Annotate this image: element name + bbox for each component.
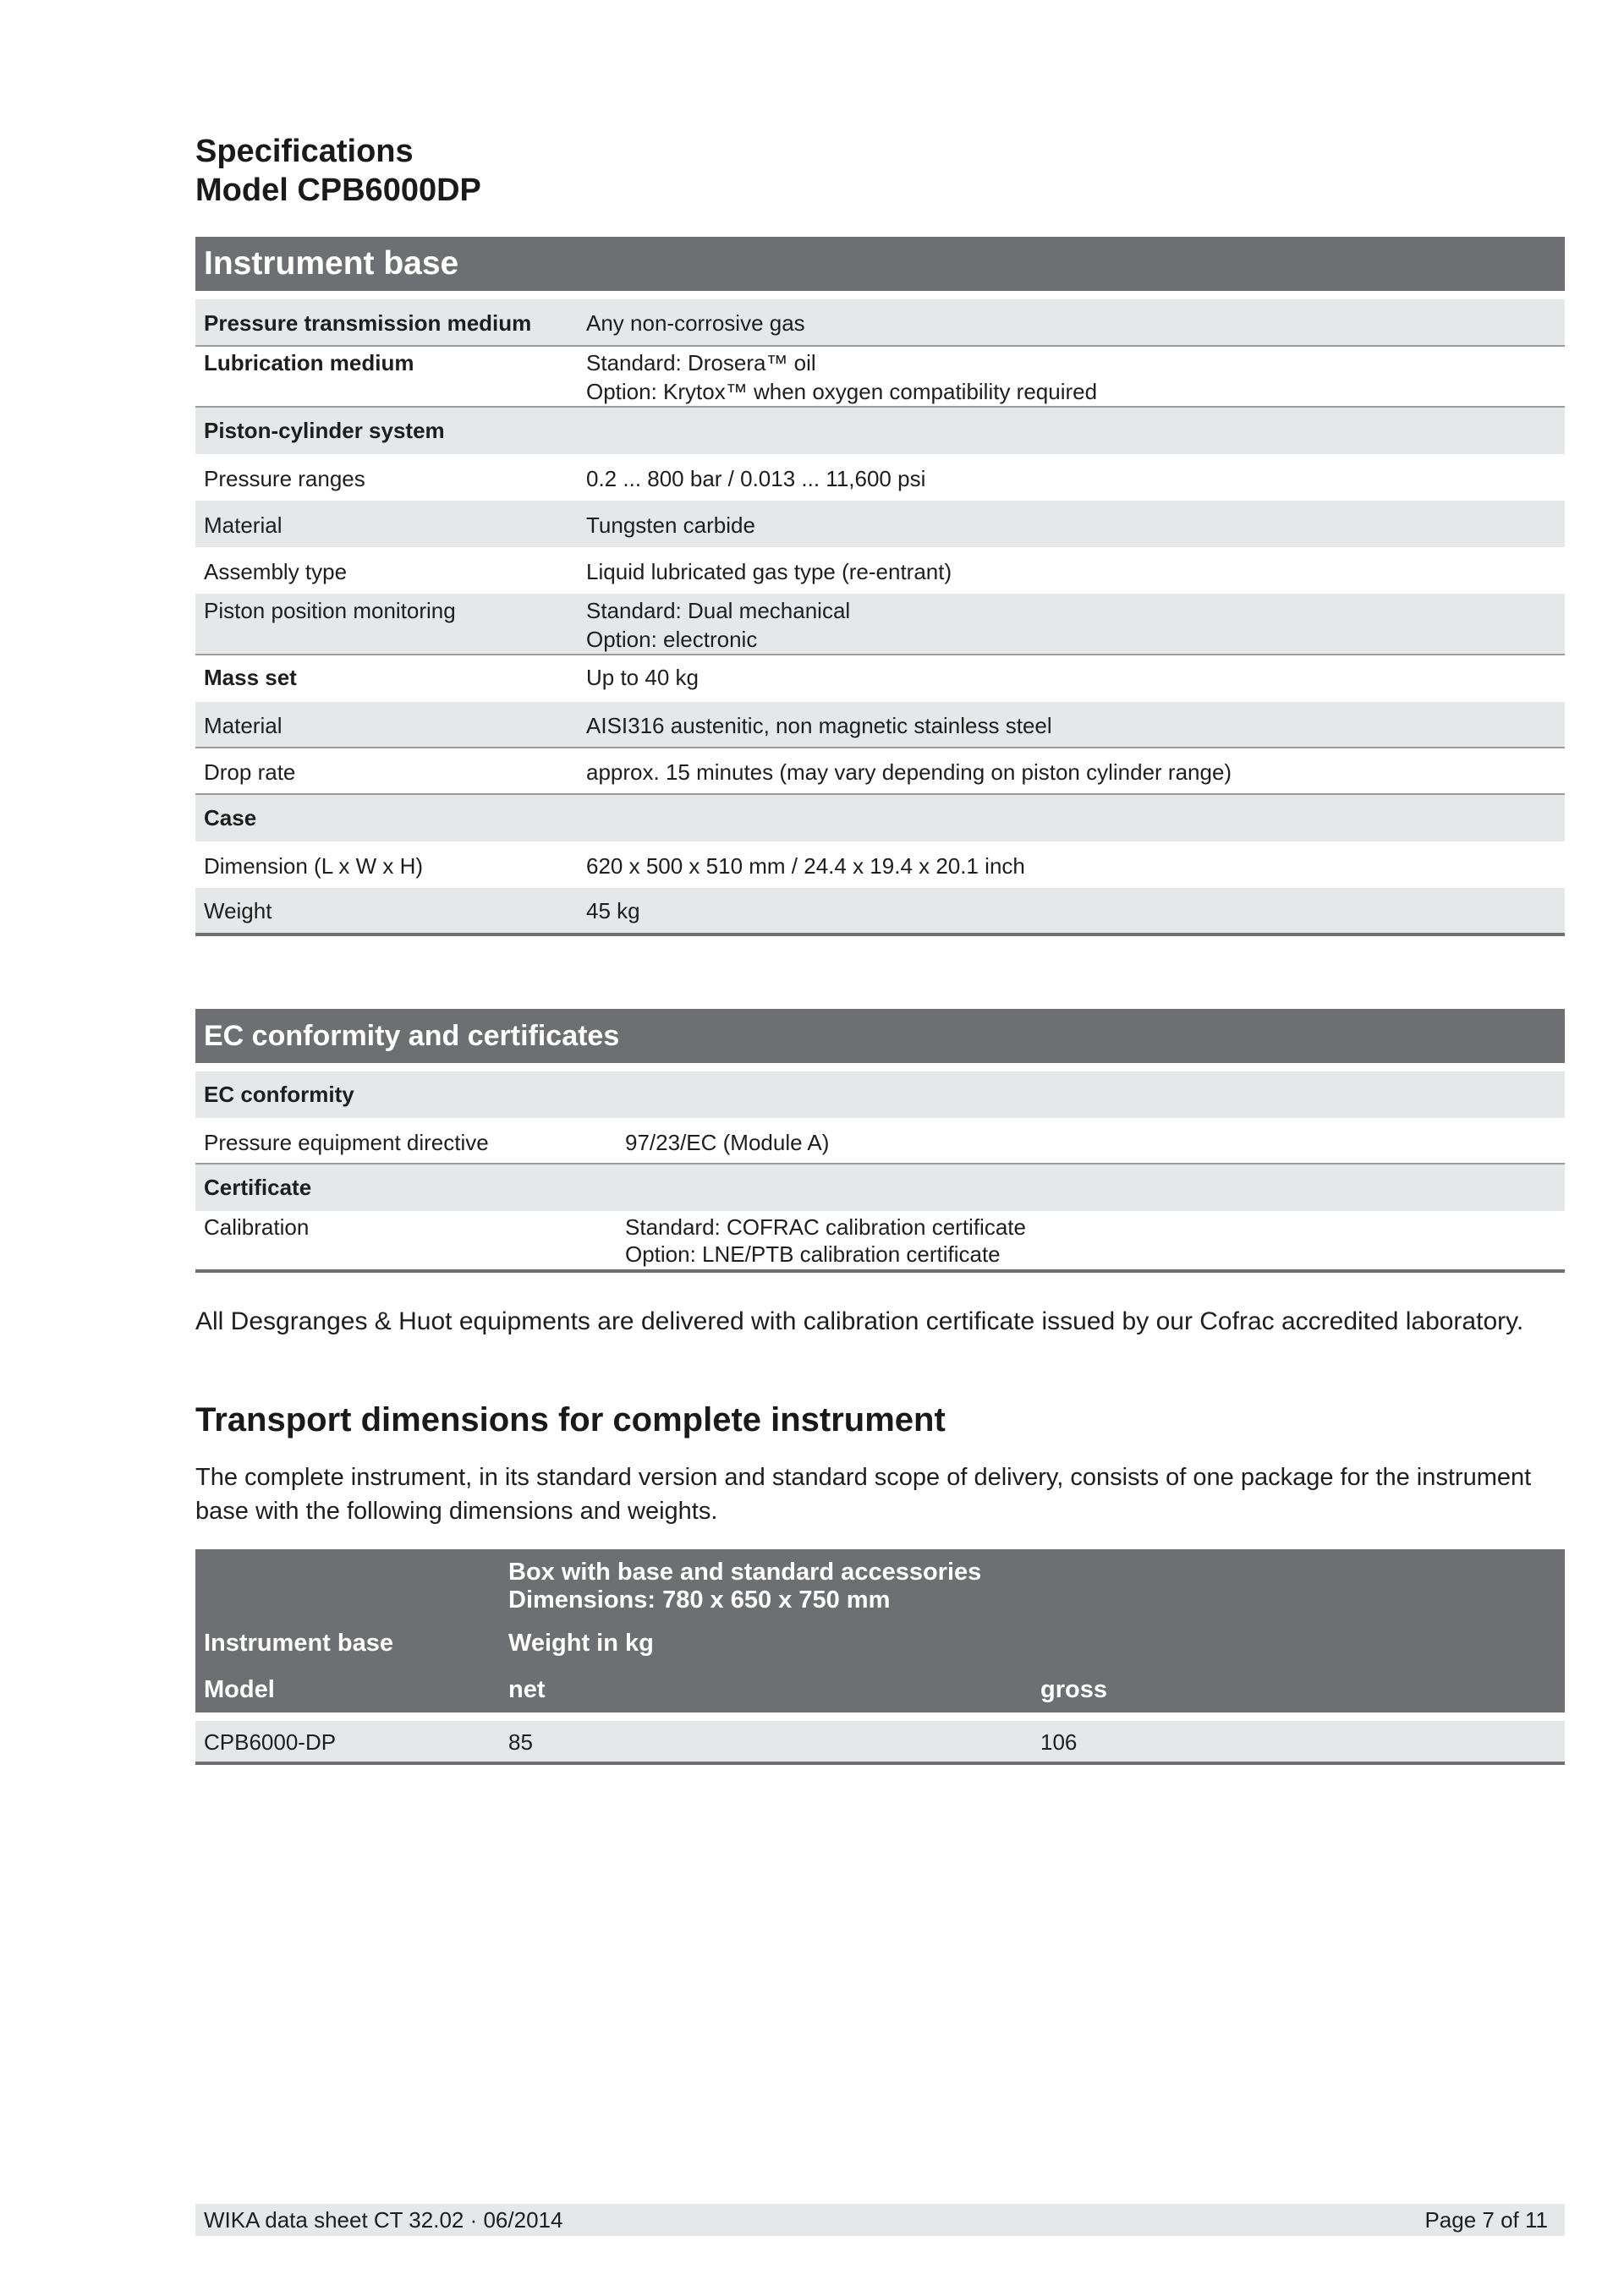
calibration-note: All Desgranges & Huot equipments are delivered with calibration certificate issued by our Cofrac accredited laboratory. (195, 1307, 1524, 1335)
transport-heading: Transport dimensions for complete instrument (195, 1401, 946, 1438)
table-row (195, 1071, 1565, 1118)
row-value: Any non-corrosive gas (586, 310, 805, 336)
row-value: 45 kg (586, 898, 640, 923)
cell-net: 85 (508, 1729, 533, 1755)
title-line-1: Specifications (195, 134, 414, 169)
transport-table (195, 1549, 1565, 1765)
instrument-base-table (195, 237, 1565, 936)
row-label: Calibration (204, 1214, 310, 1240)
page-footer (195, 2204, 1565, 2236)
table-row (195, 702, 1565, 748)
row-value: Liquid lubricated gas type (re-entrant) (586, 559, 952, 584)
row-label: Mass set (204, 665, 297, 690)
row-label: Material (204, 512, 283, 538)
row-value: Standard: Drosera™ oil Option: Krytox™ when oxygen compatibility required (586, 350, 1098, 404)
header-weight: Weight in kg (508, 1630, 654, 1657)
row-value: Tungsten carbide (586, 512, 755, 538)
row-label: Weight (204, 898, 272, 923)
row-label: Material (204, 713, 283, 738)
row-value: approx. 15 minutes (may vary depending on piston cylinder range) (586, 759, 1232, 785)
row-label: Certificate (204, 1175, 312, 1200)
row-value: 97/23/EC (Module A) (625, 1130, 830, 1155)
row-label: Drop rate (204, 759, 296, 785)
table-row (195, 299, 1565, 347)
table-row (195, 1118, 1565, 1164)
footer-datasheet: WIKA data sheet CT 32.02 · 06/2014 (204, 2207, 563, 2233)
header-net: net (508, 1676, 546, 1703)
row-value: 620 x 500 x 510 mm / 24.4 x 19.4 x 20.1 inch (586, 853, 1025, 879)
row-label: Dimension (L x W x H) (204, 853, 424, 879)
table-row (195, 501, 1565, 547)
cell-model: CPB6000-DP (204, 1729, 337, 1755)
header-instrument-base: Instrument base (204, 1630, 393, 1657)
row-label: Pressure transmission medium (204, 310, 532, 336)
row-value: Standard: Dual mechanical Option: electronic (586, 598, 851, 652)
instrument-base-heading: Instrument base (195, 237, 1565, 291)
row-label: Assembly type (204, 559, 348, 584)
table-row (195, 655, 1565, 702)
table-row (195, 547, 1565, 594)
transport-intro: The complete instrument, in its standard version and standard scope of delivery, consists of one package for the instrument base with the following dimensions and weights. (195, 1464, 1532, 1525)
row-label: Pressure ranges (204, 466, 365, 491)
transport-table-header (195, 1549, 1565, 1712)
table-row (195, 748, 1565, 795)
row-value: AISI316 austenitic, non magnetic stainless steel (586, 713, 1052, 738)
row-value: Standard: COFRAC calibration certificate Option: LNE/PTB calibration certificate (625, 1214, 1026, 1267)
row-label: Pressure equipment directive (204, 1130, 489, 1155)
row-label: Lubrication medium (204, 350, 414, 375)
title-line-2: Model CPB6000DP (195, 173, 481, 208)
table-row (195, 1164, 1565, 1211)
header-model: Model (204, 1676, 275, 1703)
row-label: Case (204, 805, 257, 830)
header-box-line-2: Dimensions: 780 x 650 x 750 mm (508, 1586, 891, 1614)
row-value: 0.2 ... 800 bar / 0.013 ... 11,600 psi (586, 466, 926, 491)
row-label: Piston position monitoring (204, 598, 456, 623)
page-title (195, 132, 481, 210)
table-row (195, 594, 1565, 655)
table-row (195, 454, 1565, 501)
ec-heading: EC conformity and certificates (195, 1009, 1565, 1063)
header-gross: gross (1040, 1676, 1107, 1703)
table-row (195, 795, 1565, 841)
row-label: EC conformity (204, 1082, 354, 1107)
table-row (195, 408, 1565, 454)
row-label: Piston-cylinder system (204, 418, 445, 443)
table-row (195, 841, 1565, 888)
cell-gross: 106 (1040, 1729, 1078, 1755)
table-row (195, 1721, 1565, 1765)
table-row (195, 1211, 1565, 1273)
table-row (195, 347, 1565, 408)
row-value: Up to 40 kg (586, 665, 699, 690)
footer-page-number: Page 7 of 11 (1424, 2207, 1548, 2233)
header-box-line-1: Box with base and standard accessories (508, 1559, 982, 1586)
table-row (195, 888, 1565, 936)
ec-conformity-table (195, 1009, 1565, 1273)
